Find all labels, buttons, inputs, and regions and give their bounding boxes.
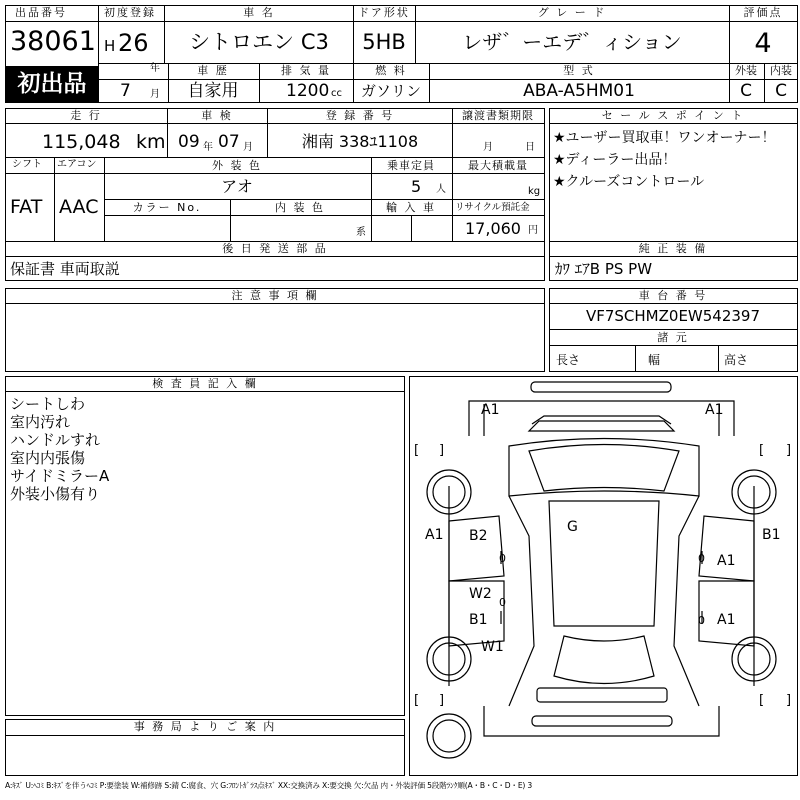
sales-point-item: ★クルーズコントロール <box>553 174 705 190</box>
color-label: 外 装 色 <box>212 159 262 172</box>
damage-mark: A1 <box>481 402 500 418</box>
car-damage-diagram <box>409 376 798 776</box>
first-listing-text: 初出品 <box>17 71 87 97</box>
width-label: 幅 <box>648 353 661 367</box>
displacement: 1200 <box>286 81 330 101</box>
door-label: ドア形状 <box>358 6 410 19</box>
inspector-note-line: 外装小傷有り <box>10 485 101 503</box>
exterior-grade: C <box>740 81 752 101</box>
equipment-label: 純 正 装 備 <box>638 242 708 255</box>
door-type: 5HB <box>362 30 406 54</box>
recycle-label: リサイクル預託金 <box>455 202 530 213</box>
ac: AAC <box>59 196 99 218</box>
damage-mark: A1 <box>705 402 724 418</box>
damage-mark: 0 <box>499 596 506 609</box>
history-label: 車 歴 <box>197 64 229 77</box>
model-label: 型 式 <box>563 64 595 77</box>
inspector-note-line: 室内内張傷 <box>10 449 86 467</box>
capacity: 5 <box>411 177 422 196</box>
ac-label: エアコン <box>57 159 97 170</box>
damage-mark: 0 <box>698 614 705 627</box>
score: 4 <box>754 28 772 59</box>
interior-color-label: 内 装 色 <box>275 201 325 214</box>
inspection-year-unit: 年 <box>203 142 213 153</box>
inspection-label: 車 検 <box>201 109 233 122</box>
mileage-label: 走 行 <box>70 109 102 122</box>
transfer-day-unit: 日 <box>525 142 535 153</box>
office-label: 事 務 局 よ り ご 案 内 <box>133 720 277 733</box>
damage-mark: 0 <box>499 552 506 565</box>
length-label: 長さ <box>556 353 581 367</box>
chassis-label: 車 台 番 号 <box>638 289 708 302</box>
damage-mark: W2 <box>469 586 492 602</box>
max-load-unit: kg <box>528 186 541 197</box>
first-listing-badge <box>6 66 98 102</box>
recycle-fee: 17,060 <box>465 219 521 238</box>
chassis-number: VF7SCHMZ0EW542397 <box>585 307 761 325</box>
damage-mark: A1 <box>717 612 736 628</box>
grade-label: グ レ ー ド <box>537 6 607 19</box>
capacity-unit: 人 <box>436 184 446 195</box>
exterior-grade-label: 外装 <box>735 64 757 77</box>
damage-mark: B1 <box>469 612 488 628</box>
inspector-note-line: ハンドルすれ <box>10 431 101 449</box>
max-load-label: 最大積載量 <box>468 159 528 172</box>
inspector-notes <box>10 395 109 503</box>
damage-mark: W1 <box>481 639 504 655</box>
recycle-unit: 円 <box>528 225 538 236</box>
inspector-note-line: 室内汚れ <box>10 413 71 431</box>
displacement-label: 排 気 量 <box>281 64 331 77</box>
lot-number: 38061 <box>10 26 96 57</box>
history: 自家用 <box>187 81 239 101</box>
mileage: 115,048 <box>42 131 121 153</box>
displacement-unit: cc <box>331 88 342 99</box>
height-label: 高さ <box>724 353 749 367</box>
damage-mark: A1 <box>717 553 736 569</box>
inspection-month-unit: 月 <box>243 142 253 153</box>
inspection-year: 09 <box>178 132 200 152</box>
model-code: ABA-A5HM01 <box>523 81 635 101</box>
reg-month: 7 <box>120 81 131 101</box>
dims-label: 諸 元 <box>657 331 689 344</box>
legend-footer: A:ｷｽﾞ U:ﾍｺﾐ B:ｷｽﾞを伴うﾍｺﾐ P:要塗装 W:補修跡 S:錆 C:腐食、穴 G:ﾌﾛﾝﾄｶﾞﾗｽ点ｷｽﾞ XX:交換済み X:要交換 欠:欠品 内・外装評価 5段階ﾗﾝｸ順(A・B・C・D・E) 3 <box>5 781 533 790</box>
color-no-label: カラー No. <box>132 201 202 214</box>
svg-text:[: [ <box>414 443 420 458</box>
interior-grade: C <box>775 81 787 101</box>
shift: FAT <box>10 196 43 218</box>
damage-mark: G <box>567 519 578 535</box>
svg-text:]: ] <box>786 443 792 458</box>
reg-year: 26 <box>118 29 149 57</box>
car-name-label: 車 名 <box>243 6 275 19</box>
capacity-label: 乗車定員 <box>387 159 435 172</box>
shift-label: シフト <box>12 159 42 170</box>
notes-label: 注 意 事 項 欄 <box>231 289 319 302</box>
interior-grade-label: 内装 <box>770 64 792 77</box>
import-label: 輸 入 車 <box>386 201 436 214</box>
fuel-label: 燃 料 <box>375 64 407 77</box>
sales-point-item: ★ユーザー買取車！ワンオーナー！ <box>553 130 776 146</box>
svg-text:]: ] <box>786 693 792 708</box>
damage-mark: A1 <box>425 527 444 543</box>
damage-mark: 0 <box>698 552 705 565</box>
score-label: 評価点 <box>743 6 783 19</box>
inspector-label: 検 査 員 記 入 欄 <box>152 377 258 390</box>
svg-text:[: [ <box>759 443 765 458</box>
first-reg-label: 初度登録 <box>104 6 156 19</box>
grade: レザ゛ーエデ゛ィション <box>462 30 682 54</box>
equipment-value: ｶﾜ ｴｱB PS PW <box>555 260 653 278</box>
month-unit: 月 <box>150 89 160 100</box>
svg-text:]: ] <box>439 443 445 458</box>
vehicle-details-block <box>5 108 545 242</box>
interior-color-unit: 系 <box>356 227 366 238</box>
fuel: ガソリン <box>360 82 422 100</box>
transfer-label: 譲渡書類期限 <box>462 109 534 122</box>
lot-label: 出品番号 <box>15 6 67 19</box>
inspector-note-line: シートしわ <box>10 395 86 413</box>
svg-text:[: [ <box>759 693 765 708</box>
era: H <box>104 37 116 55</box>
color: アオ <box>221 177 253 196</box>
shipping-value: 保証書 車両取説 <box>10 260 120 278</box>
svg-text:]: ] <box>439 693 445 708</box>
sales-point-item: ★ディーラー出品！ <box>553 152 677 168</box>
transfer-month-unit: 月 <box>483 142 493 153</box>
inspection-month: 07 <box>218 132 240 152</box>
sales-points-label: セ ー ル ス ポ イ ン ト <box>601 109 745 122</box>
svg-text:[: [ <box>414 693 420 708</box>
damage-mark: B1 <box>762 527 781 543</box>
year-unit: 年 <box>150 63 160 74</box>
inspector-note-line: サイドミラーA <box>10 467 110 485</box>
shipping-label: 後 日 発 送 部 品 <box>222 242 328 255</box>
car-name: シトロエン C3 <box>189 30 329 54</box>
plate-label: 登 録 番 号 <box>325 109 395 122</box>
damage-mark: B2 <box>469 528 488 544</box>
plate: 湘南 338ﾕ1108 <box>301 132 419 151</box>
mileage-unit: km <box>136 131 166 153</box>
